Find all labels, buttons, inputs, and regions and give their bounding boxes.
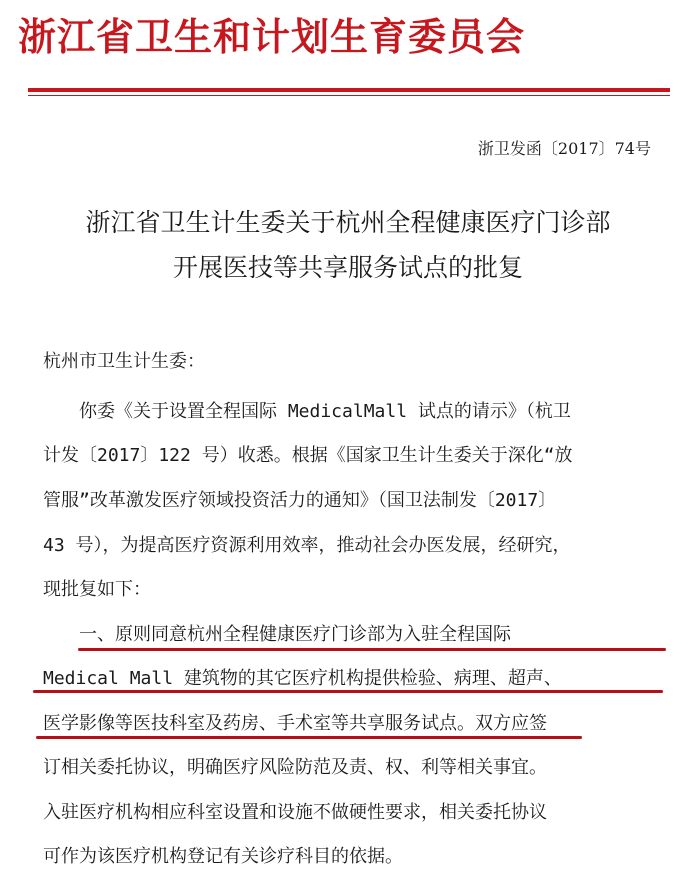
body-line: Medical Mall 建筑物的其它医疗机构提供检验、病理、超声、 <box>43 668 562 689</box>
highlight-underline <box>78 648 666 651</box>
body-line: 43 号），为提高医疗资源利用效率，推动社会办医发展，经研究， <box>43 535 571 556</box>
body-line: 现批复如下： <box>43 579 151 600</box>
highlight-underline <box>36 736 582 739</box>
body-line: 订相关委托协议，明确医疗风险防范及责、权、利等相关事宜。 <box>43 757 547 778</box>
header-rule-thick <box>28 88 670 92</box>
org-header-title: 浙江省卫生和计划生育委员会 <box>18 15 526 59</box>
document-title-line-2: 开展医技等共享服务试点的批复 <box>172 253 523 282</box>
body-line: 可作为该医疗机构登记有关诊疗科目的依据。 <box>43 846 403 867</box>
header-rule-thin <box>28 95 670 96</box>
body-line: 你委《关于设置全程国际 MedicalMall 试点的请示》（杭卫 <box>79 401 571 422</box>
body-line: 计发〔2017〕122 号）收悉。根据《国家卫生计生委关于深化“放 <box>43 445 573 466</box>
body-line: 管服”改革激发医疗领域投资活力的通知》（国卫法制发〔2017〕 <box>43 490 557 511</box>
body-line: 一、原则同意杭州全程健康医疗门诊部为入驻全程国际 <box>79 624 511 645</box>
body-line: 入驻医疗机构相应科室设置和设施不做硬性要求，相关委托协议 <box>43 802 547 823</box>
document-number: 浙卫发函〔2017〕74号 <box>477 139 651 158</box>
highlight-underline <box>33 690 663 693</box>
document-title-line-1: 浙江省卫生计生委关于杭州全程健康医疗门诊部 <box>85 208 611 237</box>
addressee: 杭州市卫生计生委： <box>43 351 205 372</box>
body-line: 医学影像等医技科室及药房、手术室等共享服务试点。双方应签 <box>43 713 547 734</box>
